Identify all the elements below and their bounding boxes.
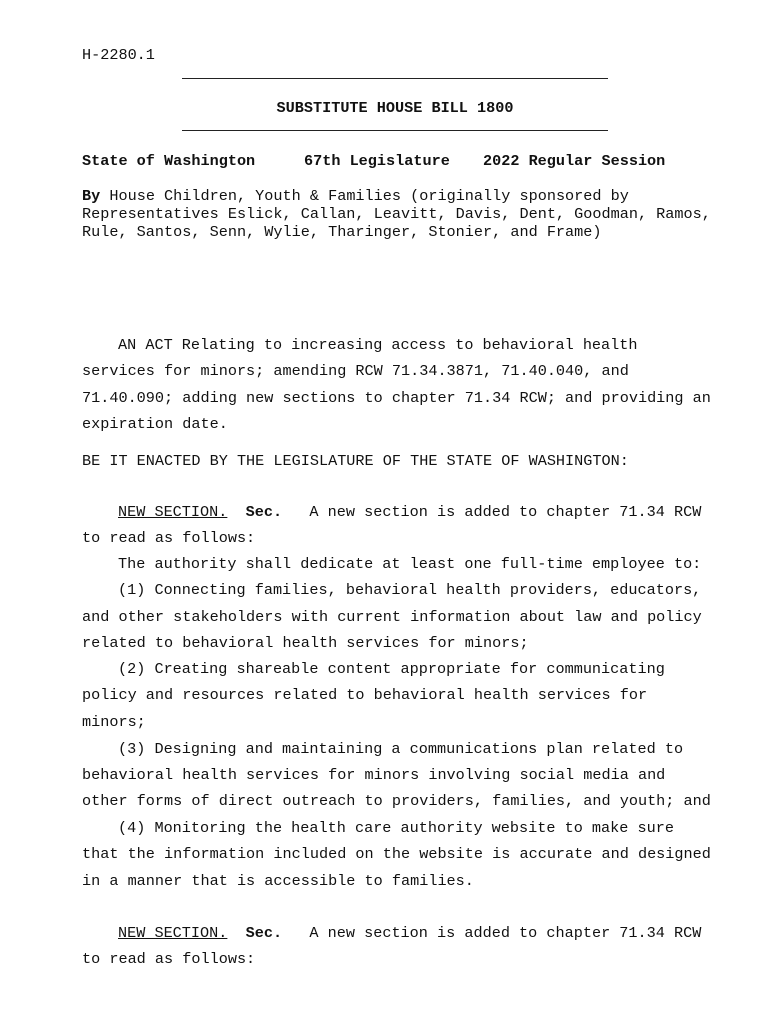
act-line-2: services for minors; amending RCW 71.34.3871, 71.40.040, and <box>82 362 629 380</box>
section-1-line: (2) Creating shareable content appropriate for communicating <box>118 660 665 678</box>
section-1-line: (3) Designing and maintaining a communications plan related to <box>118 740 684 758</box>
enacting-clause: BE IT ENACTED BY THE LEGISLATURE OF THE STATE OF WASHINGTON: <box>82 452 629 470</box>
section-1-line: other forms of direct outreach to providers, families, and youth; and <box>82 792 711 810</box>
sponsors-line-1 <box>82 187 629 205</box>
title-rule-bottom <box>182 130 608 131</box>
act-line-1: AN ACT Relating to increasing access to behavioral health <box>118 336 638 354</box>
act-line-4: expiration date. <box>82 415 228 433</box>
act-line-3: 71.40.090; adding new sections to chapter 71.34 RCW; and providing an <box>82 389 711 407</box>
section-1-line: The authority shall dedicate at least one full-time employee to: <box>118 555 702 573</box>
sponsors-text-1: House Children, Youth & Families (originally sponsored by <box>109 187 629 205</box>
section-1-line: policy and resources related to behavioral health services for <box>82 686 648 704</box>
section-1-line: (1) Connecting families, behavioral health providers, educators, <box>118 581 702 599</box>
section-1-line: behavioral health services for minors involving social media and <box>82 766 666 784</box>
section-1-heading <box>82 503 701 521</box>
section-1-line: and other stakeholders with current information about law and policy <box>82 608 702 626</box>
sec-label: Sec. <box>245 503 283 521</box>
section-1-line: in a manner that is accessible to families. <box>82 872 474 890</box>
state-label: State of Washington <box>82 152 256 170</box>
section-2-heading <box>82 924 701 942</box>
sponsors-line-3: Rule, Santos, Senn, Wylie, Tharinger, Stonier, and Frame) <box>82 223 602 241</box>
by-label: By <box>82 187 101 205</box>
section-1-line: that the information included on the website is accurate and designed <box>82 845 711 863</box>
section-2-intro-line-2: to read as follows: <box>82 950 256 968</box>
title-rule-top <box>182 78 608 79</box>
section-1-line: minors; <box>82 713 146 731</box>
sec-label: Sec. <box>245 924 283 942</box>
new-section-label: NEW SECTION. <box>118 503 228 521</box>
section-2-intro: A new section is added to chapter 71.34 RCW <box>309 924 702 942</box>
section-1-line: related to behavioral health services for minors; <box>82 634 529 652</box>
section-1-intro-line-2: to read as follows: <box>82 529 256 547</box>
bill-title: SUBSTITUTE HOUSE BILL 1800 <box>276 99 514 117</box>
legislature-label: 67th Legislature <box>304 152 450 170</box>
section-1-line: (4) Monitoring the health care authority website to make sure <box>118 819 674 837</box>
section-1-intro: A new section is added to chapter 71.34 RCW <box>309 503 702 521</box>
sponsors-line-2: Representatives Eslick, Callan, Leavitt, Davis, Dent, Goodman, Ramos, <box>82 205 711 223</box>
session-label: 2022 Regular Session <box>483 152 666 170</box>
new-section-label: NEW SECTION. <box>118 924 228 942</box>
bill-code: H-2280.1 <box>82 46 155 64</box>
